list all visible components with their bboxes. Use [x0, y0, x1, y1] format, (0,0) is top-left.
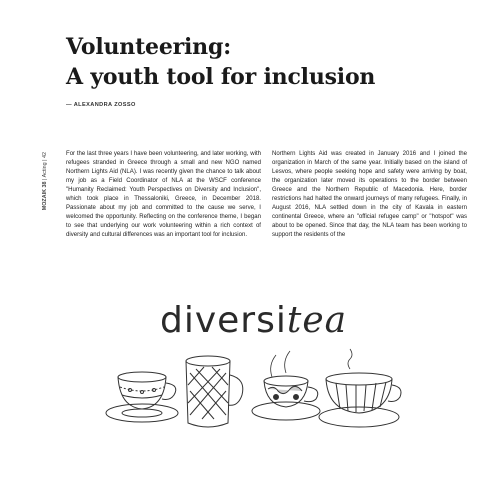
- logo-accent-text: tea: [286, 300, 348, 341]
- mug-icon: [186, 356, 243, 427]
- sidebar-section: Acting: [42, 162, 48, 178]
- teacup-icon: [106, 372, 178, 422]
- paragraph: For the last three years I have been volunteering, and later working, with refugees stranded in Greece through a small and new NGO named Northern Lights Aid (NLA). I was recently given the chance to talk about my job as a Field Coordinator of NLA at the WSCF conference "Humanity Reclaimed: Youth Perspectives on Diversity and Inclusion", which took place in Thessaloniki, Greece, in December 2018. Passionate about my job and committed to the cause we serve, I welcomed the opportunity. Reflecting on the conference theme, I began to see that underlying our work volunteering within a rich context of diversity and cultural differences was an important tool for inclusion.: [66, 151, 261, 239]
- sidebar-running-head: MOZAIK 38 | Acting | 42: [42, 152, 48, 211]
- diversitea-logo: [160, 300, 347, 341]
- sidebar-page: 42: [42, 152, 48, 158]
- sidebar-magazine: MOZAIK 38: [42, 181, 48, 211]
- body-column-2: [272, 150, 467, 240]
- paragraph: Northern Lights Aid was created in January 2016 and I joined the organization in March of the same year. Initially based on the island of Lesvos, where people seeking hope and safety were arriving by boat, the organization later moved its operations to the border between Greece and the Northern Republic of Macedonia. Here, border restrictions had halted the onward journeys of many refugees. Finally, in August 2016, NLA settled down in the city of Kavala in eastern continental Greece, where an "official refugee camp" or "hotspot" was about to be opened. Since that day, the NLA team has been working to support the residents of the: [272, 151, 467, 239]
- page-sidebar: [42, 152, 52, 262]
- article-title: [66, 32, 375, 92]
- teacup-icon: [319, 349, 401, 427]
- title-line-2: A youth tool for inclusion: [66, 64, 376, 90]
- teacups-illustration: [104, 345, 404, 470]
- teacup-icon: [252, 351, 320, 420]
- logo-main-text: diversi: [160, 300, 287, 341]
- title-line-1: Volunteering:: [66, 34, 232, 60]
- author-byline: — ALEXANDRA ZOSSO: [66, 102, 136, 108]
- body-column-1: [66, 150, 261, 240]
